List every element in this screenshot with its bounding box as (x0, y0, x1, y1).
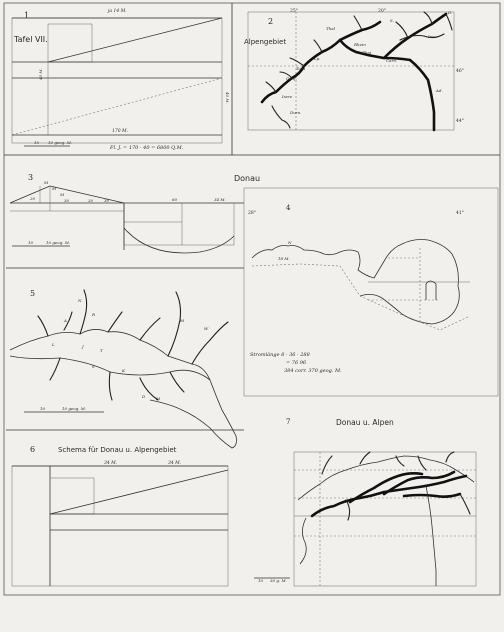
fig2-label-carn: Carn. (386, 58, 398, 63)
fig3-label-m2: M (52, 186, 57, 191)
figure-7 (254, 418, 476, 586)
fig7-frame (294, 452, 476, 586)
fig2-lat-right-mid: 46° (456, 69, 464, 74)
fig3-tick-4: 30 (104, 198, 110, 203)
fig3-tick-2: 30 (64, 198, 70, 203)
fig2-label-lp: Lp. (314, 56, 321, 61)
fig1-plate-title: Tafel VII. (14, 35, 48, 44)
fig3-label-m1: M (44, 180, 49, 185)
fig2-label-inn: Inn (428, 34, 435, 39)
fig5-label-j: J (82, 344, 84, 349)
figure-6 (12, 445, 228, 586)
fig6-diagonal (50, 470, 228, 514)
fig3-tick-5: 60 (172, 197, 178, 202)
fig6-top-label-b: 34 M. (168, 461, 182, 466)
fig5-label-s: S (92, 364, 95, 369)
fig2-lat-top-left: 25° (290, 9, 298, 14)
figure-5 (6, 268, 244, 448)
fig4-number: 4 (286, 204, 291, 212)
fig3-title: Donau (234, 174, 261, 183)
fig1-bottom-label: 170 M. (112, 129, 129, 134)
fig5-scale-left: 10 (40, 406, 46, 411)
fig2-label-genf: Genf. (286, 76, 297, 81)
fig2-title: Alpengebiet (244, 38, 287, 46)
fig1-scale-left: 10 (34, 140, 40, 145)
fig2-label-tosa: Tosa (296, 66, 306, 71)
fig4-lon-left: 28° (248, 211, 256, 216)
fig3-scale-right: 10 geog. M. (46, 240, 71, 245)
figure-4 (244, 188, 498, 396)
fig7-number: 7 (286, 418, 291, 426)
fig3-label-m3: M (60, 192, 65, 197)
fig2-label-s: S. (390, 18, 394, 23)
fig4-strom-1: Stromlänge 8 · 36 · 288 (250, 352, 310, 358)
fig5-number: 5 (30, 289, 36, 298)
fig5-label-t: T (100, 348, 103, 353)
fig4-label-n: N (288, 240, 292, 245)
fig1-number: 1 (24, 11, 30, 20)
fig2-lat-top-right: 20° (378, 9, 386, 14)
fig1-scale-right: 10 geog. M. (48, 140, 73, 145)
fig1-side-right: 40 M. (225, 92, 230, 104)
fig3-box (124, 203, 234, 245)
fig6-frame (12, 466, 228, 586)
fig2-label-thal: Thal (326, 26, 335, 31)
figure-3 (10, 173, 260, 253)
fig2-label-d: D. (448, 10, 453, 15)
fig2-label-rhoi: Rhoi (362, 50, 372, 55)
fig5-label-n: N (78, 298, 82, 303)
fig2-label-ad: Ad. (436, 88, 443, 93)
fig2-label-isere: Isere (282, 94, 293, 99)
fig3-tick-1: 20 (30, 196, 36, 201)
fig7-title: Donau u. Alpen (336, 418, 394, 427)
fig4-label-18m: 18 M. (278, 256, 290, 261)
fig1-side-left: 40 M. (38, 68, 43, 80)
fig4-strom-2: = 76 96 (286, 360, 307, 366)
figure-2 (244, 8, 464, 130)
fig1-formula: Fl. J. = 170 · 40 = 6800 Q.M. (110, 145, 184, 151)
fig5-label-d: D (142, 394, 146, 399)
fig4-strom-3: 384 corr. 370 geog. M. (284, 368, 342, 374)
fig7-scale-left: 10 (258, 578, 264, 583)
fig5-label-m2: M (156, 396, 161, 401)
fig1-top-label: ja 14 M. (108, 9, 127, 14)
fig5-label-m: M (180, 318, 185, 323)
fig2-river-main (262, 22, 380, 102)
fig5-label-a: A (64, 318, 67, 323)
fig2-lat-right-bottom: 44° (456, 119, 464, 124)
fig4-lon-right: 41° (456, 211, 464, 216)
fig4-frame (244, 188, 498, 396)
fig2-label-rhein: Rhein (354, 42, 366, 47)
fig1-diagonal-dotted (12, 78, 222, 135)
fig5-scale-right: 10 geog. M. (62, 406, 87, 411)
fig7-scale-right: 30 g. M. (270, 578, 287, 583)
fig6-title: Schema für Donau u. Alpengebiet (58, 446, 177, 454)
fig5-label-w: W (204, 326, 209, 331)
figure-1 (12, 8, 230, 151)
fig5-label-r: R (92, 312, 96, 317)
fig3-tick-3: 20 (88, 198, 94, 203)
fig1-diagonal-top (48, 18, 222, 62)
fig3-curve (124, 228, 234, 253)
fig5-label-l: L (52, 342, 55, 347)
fig2-number: 2 (268, 17, 274, 26)
fig3-tick-6: 34 M. (214, 197, 226, 202)
fig5-label-k: K (122, 368, 125, 373)
fig6-top-label-a: 34 M. (104, 461, 118, 466)
fig3-scale-left: 10 (28, 240, 34, 245)
fig3-number: 3 (28, 173, 34, 182)
fig2-coast (410, 60, 434, 130)
fig6-number: 6 (30, 445, 36, 454)
fig2-label-durn: Durn. (290, 110, 302, 115)
